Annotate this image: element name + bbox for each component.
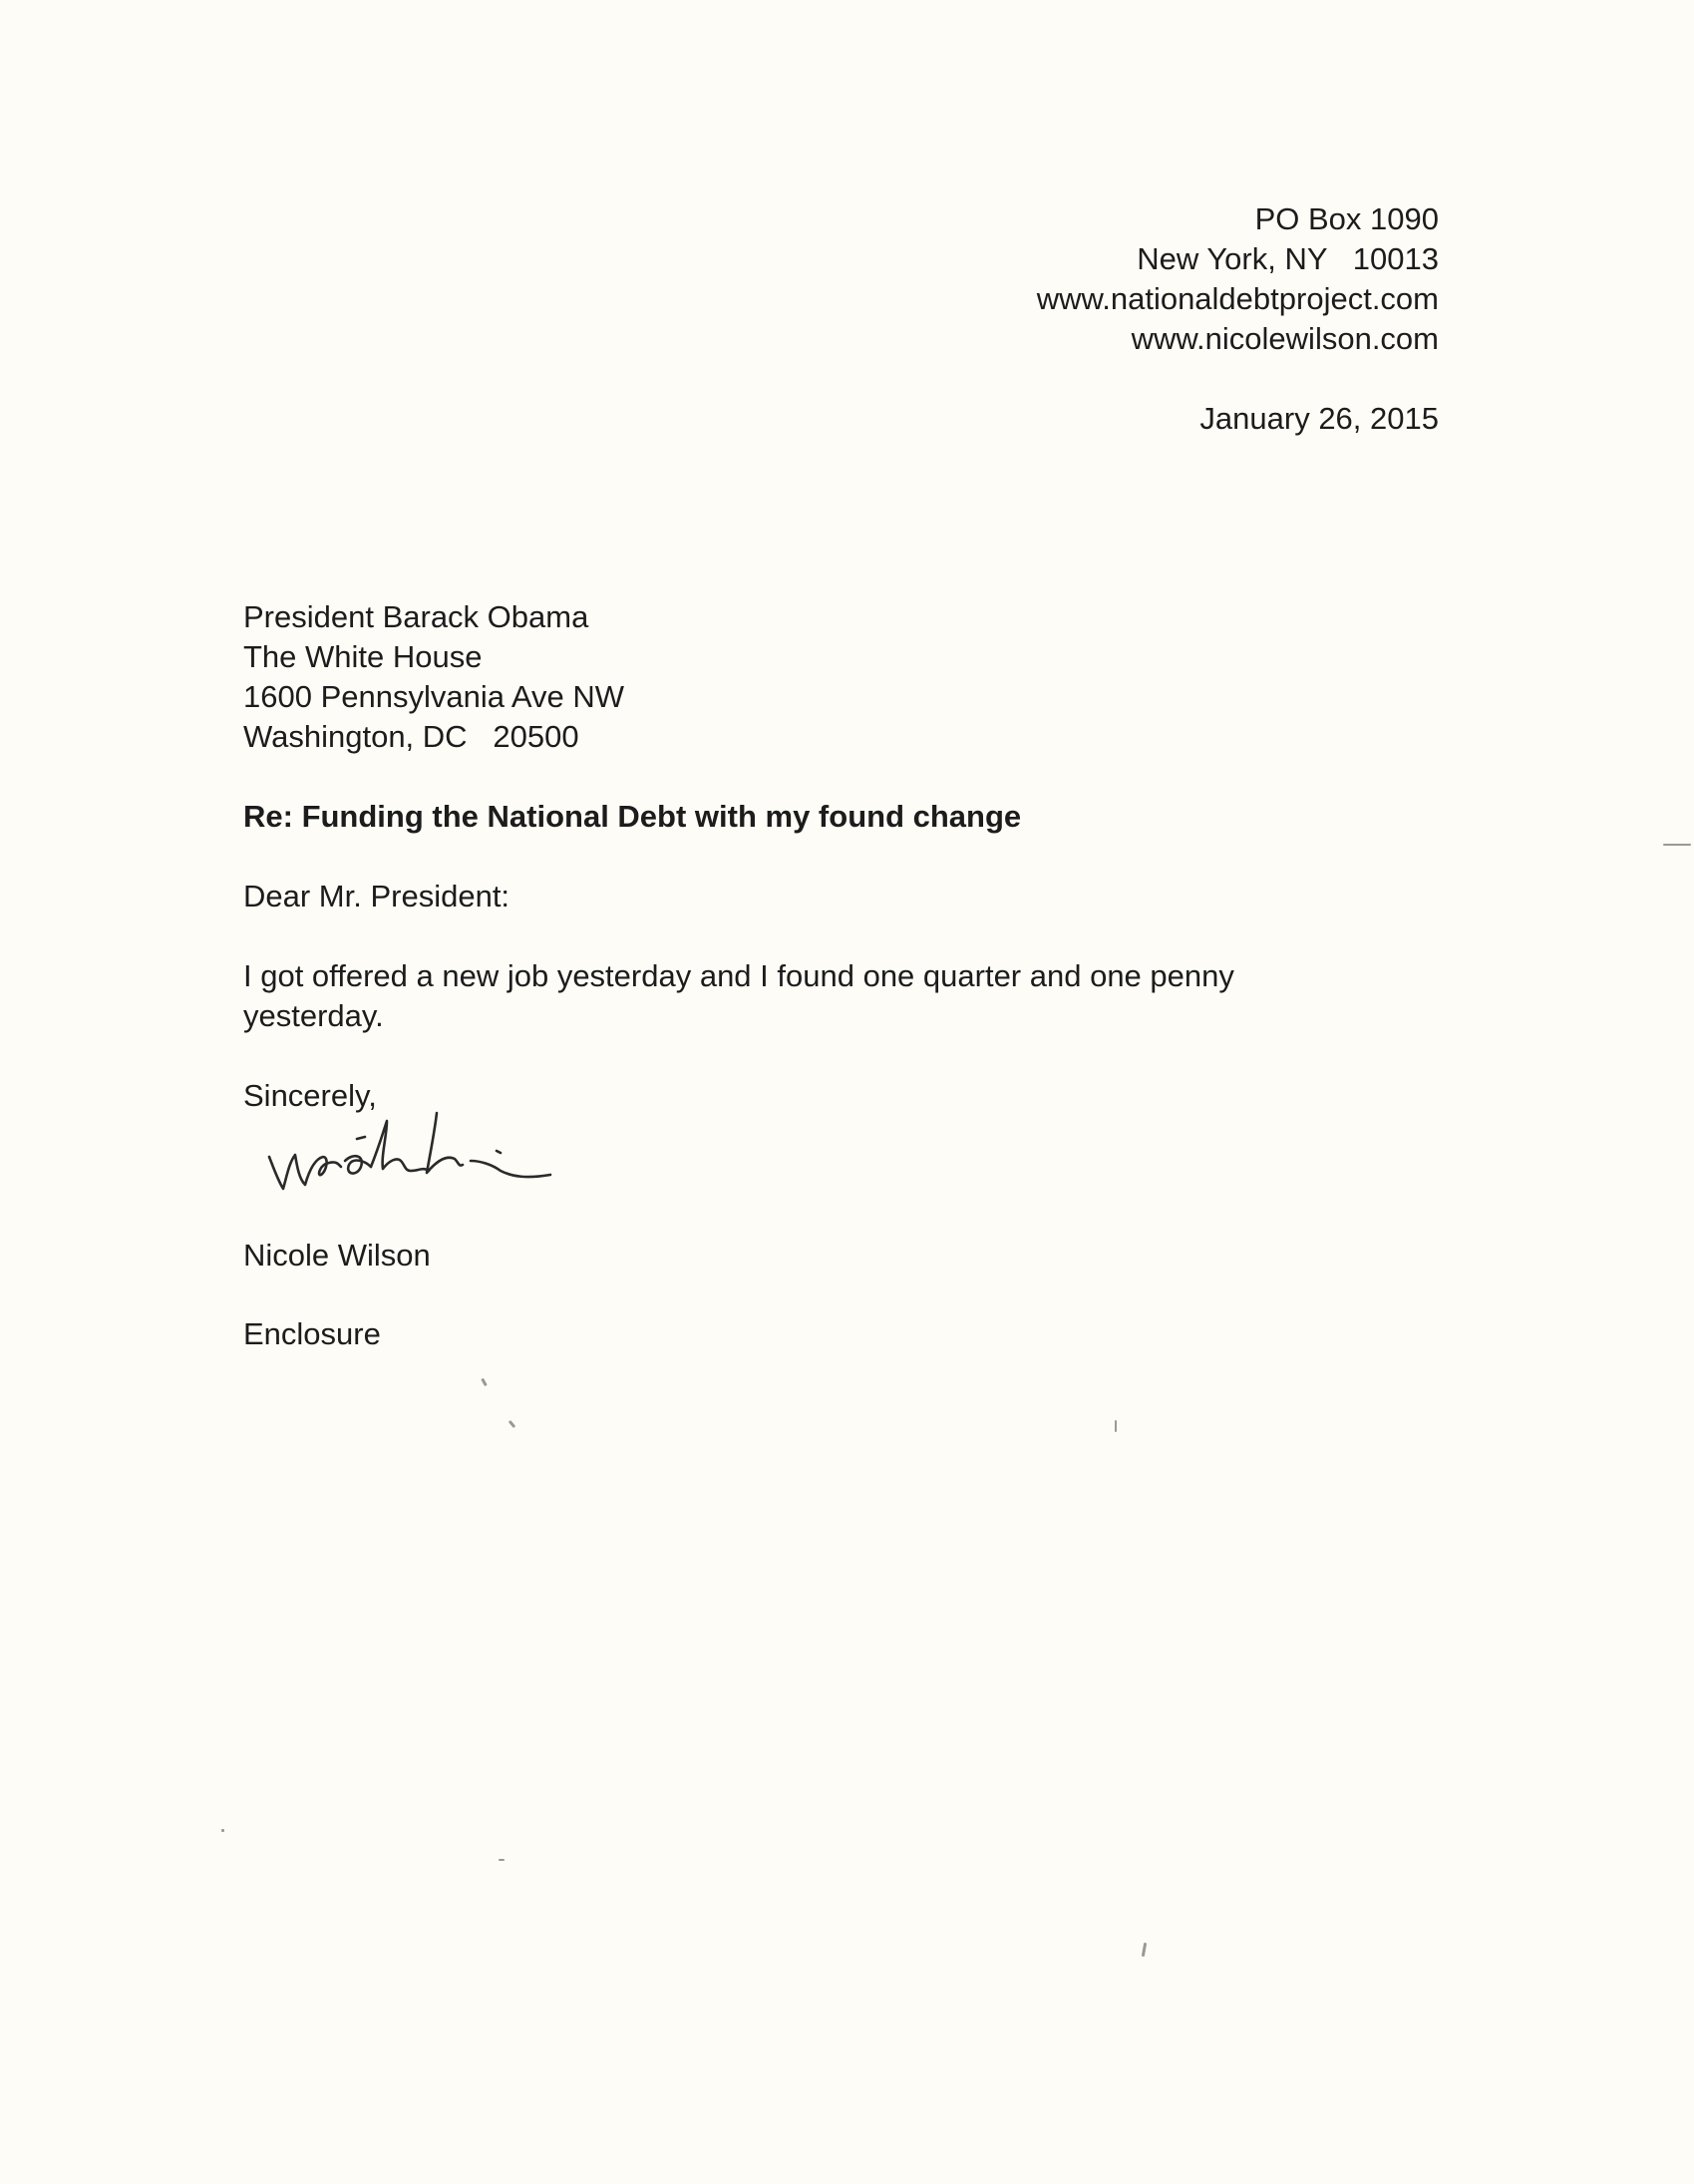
sender-address-block (1037, 199, 1439, 359)
recipient-address-line: President Barack Obama (243, 599, 589, 634)
scan-speck (508, 1420, 515, 1428)
closing: Sincerely, (243, 1078, 377, 1113)
scan-speck (1115, 1420, 1117, 1432)
recipient-address-line: The White House (243, 639, 483, 674)
letter-date: January 26, 2015 (1199, 401, 1439, 436)
salutation: Dear Mr. President: (243, 879, 510, 913)
subject-line: Re: Funding the National Debt with my found change (243, 799, 1022, 834)
recipient-address-line: Washington, DC 20500 (243, 719, 579, 754)
handwritten-signature (261, 1105, 670, 1205)
scan-speck (1663, 844, 1691, 846)
sender-website-line: www.nicolewilson.com (1131, 321, 1439, 356)
scan-speck (481, 1378, 488, 1386)
scan-speck (1142, 1943, 1147, 1957)
sender-address-line: PO Box 1090 (1254, 201, 1439, 236)
enclosure-notation: Enclosure (243, 1316, 381, 1351)
letter-body: I got offered a new job yesterday and I found one quarter and one penny yesterday. (243, 958, 1234, 1033)
sender-address-line: New York, NY 10013 (1137, 241, 1439, 276)
scan-speck (499, 1859, 505, 1861)
sender-website-line: www.nationaldebtproject.com (1036, 281, 1439, 316)
scan-speck (221, 1829, 224, 1832)
recipient-address-line: 1600 Pennsylvania Ave NW (243, 679, 624, 714)
signer-name: Nicole Wilson (243, 1238, 431, 1273)
recipient-address-block (243, 597, 624, 757)
